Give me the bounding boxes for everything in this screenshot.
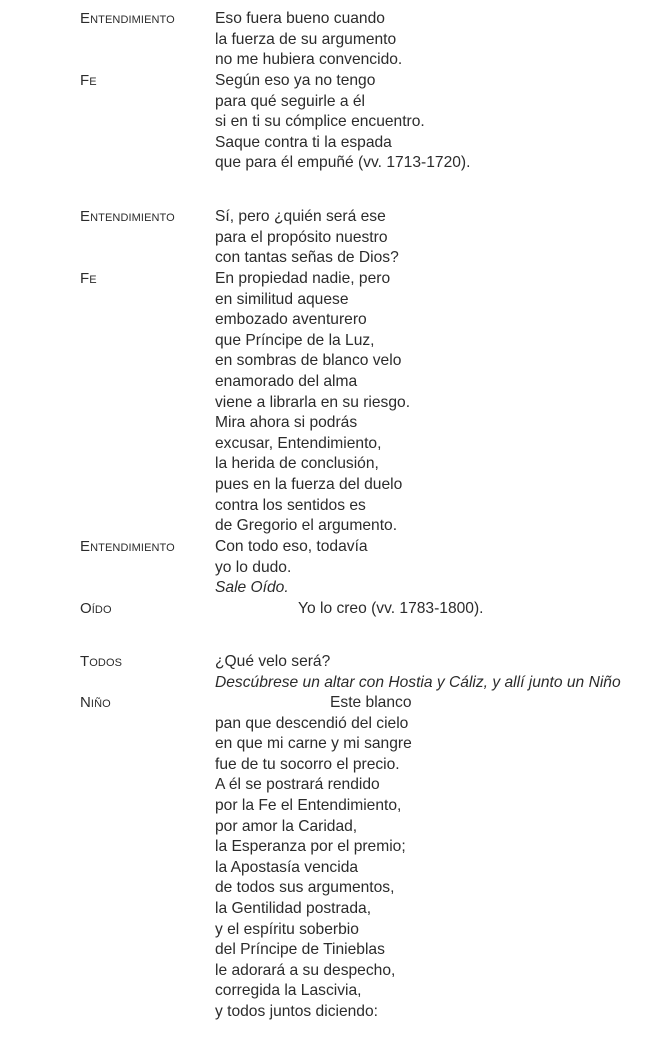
speaker-todos <box>80 652 122 673</box>
verse-line: ¿Qué velo será? <box>215 653 331 670</box>
verse-line: enamorado del alma <box>215 372 358 390</box>
verse-line: pues en la fuerza del duelo <box>215 475 403 493</box>
verse-line: corregida la Lascivia, <box>215 982 362 1000</box>
speaker-entendimiento <box>80 207 175 228</box>
speaker-entendimiento <box>80 9 175 30</box>
verse-line: con tantas señas de Dios? <box>215 249 399 267</box>
verse-line: le adorará a su despecho, <box>215 961 396 979</box>
verse-line: de Gregorio el argumento. <box>215 517 398 535</box>
verse-line: para qué seguirle a él <box>215 92 365 110</box>
verse-line: yo lo dudo. <box>215 558 292 576</box>
verse-line: por amor la Caridad, <box>215 817 358 835</box>
verse-line: Con todo eso, todavía <box>215 538 368 555</box>
verse-line: Mira ahora si podrás <box>215 414 358 432</box>
verse-line: fue de tu socorro el precio. <box>215 755 400 773</box>
verse-block-s3-todos <box>215 652 621 693</box>
speaker-fe <box>80 269 97 290</box>
verse-line: contra los sentidos es <box>215 496 366 514</box>
verse-line: embozado aventurero <box>215 311 367 329</box>
verse-line: Yo lo creo (vv. 1783-1800). <box>298 600 484 617</box>
speaker-label: Todos <box>80 653 123 670</box>
verse-line: A él se postrará rendido <box>215 776 380 794</box>
speaker-oido <box>80 599 112 620</box>
verse-line: Según eso ya no tengo <box>215 72 376 89</box>
speaker-label: Fe <box>80 270 97 287</box>
verse-line: la fuerza de su argumento <box>215 30 397 48</box>
verse-line: la Gentilidad postrada, <box>215 899 372 917</box>
verse-line: no me hubiera convencido. <box>215 51 403 69</box>
speaker-label: Fe <box>80 72 97 89</box>
verse-block-s2-entendimiento-2 <box>215 537 368 599</box>
speaker-entendimiento <box>80 537 175 558</box>
verse-line: pan que descendió del cielo <box>215 714 409 732</box>
verse-line: viene a librarla en su riesgo. <box>215 393 411 411</box>
verse-block-s1-fe <box>215 71 470 174</box>
verse-line: de todos sus argumentos, <box>215 879 395 897</box>
speaker-label: Entendimiento <box>80 10 175 27</box>
verse-line: Sí, pero ¿quién será ese <box>215 208 386 225</box>
speaker-label: Oído <box>80 600 112 617</box>
verse-line: la Esperanza por el premio; <box>215 838 406 856</box>
verse-line: En propiedad nadie, pero <box>215 270 391 287</box>
verse-line: y el espíritu soberbio <box>215 920 359 938</box>
verse-line: para el propósito nuestro <box>215 228 388 246</box>
verse-block-s3-nino <box>215 693 412 1023</box>
speaker-label: Entendimiento <box>80 538 175 555</box>
speaker-label: Niño <box>80 694 111 711</box>
verse-line: Eso fuera bueno cuando <box>215 10 385 27</box>
verse-line: si en ti su cómplice encuentro. <box>215 113 425 131</box>
stage-direction: Sale Oído. <box>215 579 289 597</box>
verse-line: y todos juntos diciendo: <box>215 1002 378 1020</box>
verse-line: del Príncipe de Tinieblas <box>215 941 385 959</box>
speaker-fe <box>80 71 97 92</box>
verse-block-s2-oido <box>215 599 484 620</box>
verse-line: la Apostasía vencida <box>215 858 359 876</box>
verse-line: en similitud aquese <box>215 290 349 308</box>
verse-block-s1-entendimiento <box>215 9 402 71</box>
verse-line: excusar, Entendimiento, <box>215 434 382 452</box>
speaker-nino <box>80 693 111 714</box>
stage-direction: Descúbrese un altar con Hostia y Cáliz, y allí junto un Niño <box>215 673 621 691</box>
verse-line: que para él empuñé (vv. 1713-1720). <box>215 154 471 172</box>
verse-line: Saque contra ti la espada <box>215 133 392 151</box>
verse-line: por la Fe el Entendimiento, <box>215 796 402 814</box>
verse-block-s2-fe <box>215 269 410 537</box>
verse-line: que Príncipe de la Luz, <box>215 331 375 349</box>
verse-line: la herida de conclusión, <box>215 455 379 473</box>
verse-line: Este blanco <box>330 694 412 711</box>
verse-line: en que mi carne y mi sangre <box>215 735 412 753</box>
speaker-label: Entendimiento <box>80 208 175 225</box>
verse-line: en sombras de blanco velo <box>215 352 402 370</box>
verse-block-s2-entendimiento <box>215 207 399 269</box>
